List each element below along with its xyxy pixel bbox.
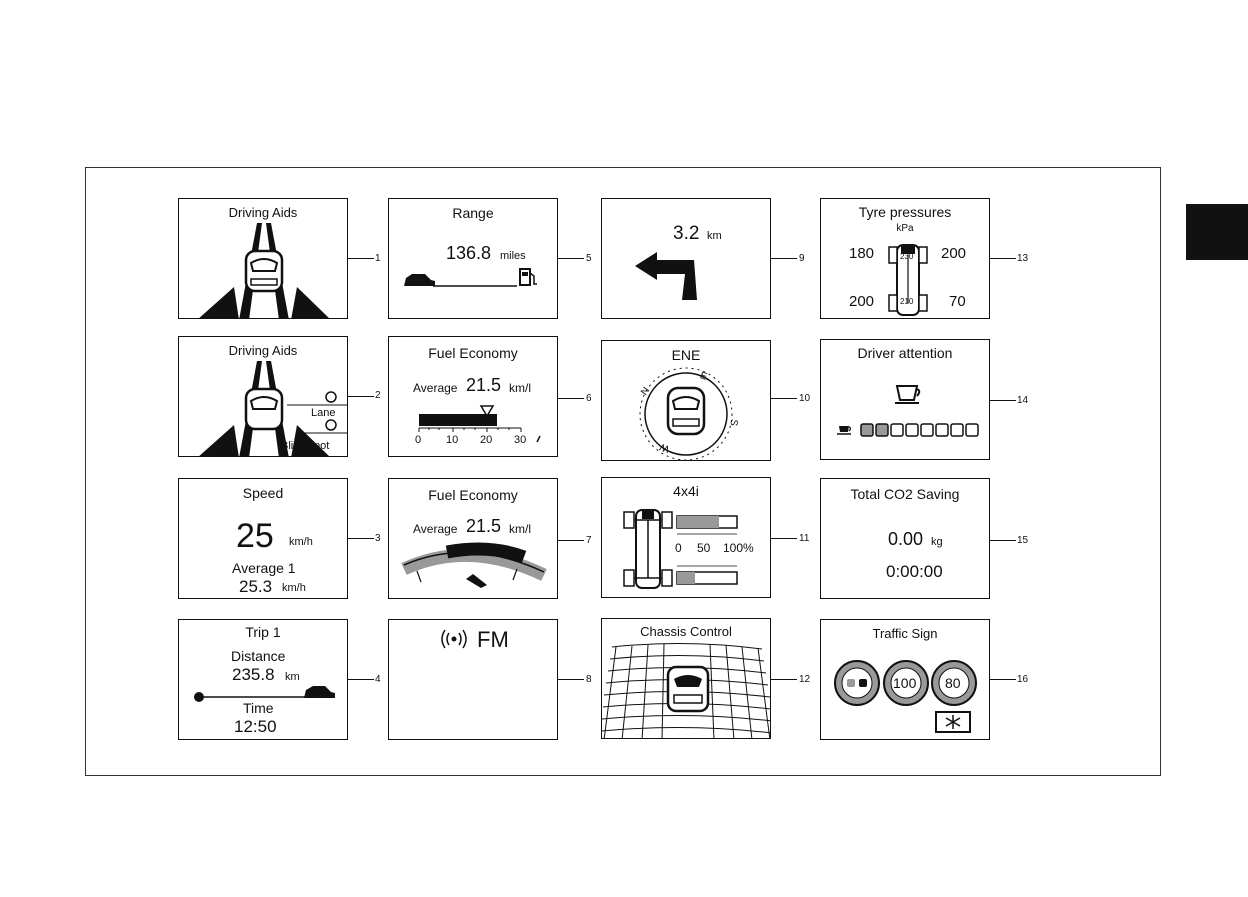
rear-torque-bar	[677, 572, 695, 584]
average-label: Average 1	[232, 560, 296, 576]
chassis-grid-graphic	[602, 619, 771, 739]
callout-number: 12	[799, 674, 811, 685]
car-icon	[304, 686, 335, 698]
scale-100: 100%	[723, 541, 754, 555]
callout-line	[771, 538, 797, 539]
snowflake-icon	[936, 712, 970, 732]
callout-number: 2	[375, 390, 381, 401]
average-label: Average	[413, 381, 458, 395]
callout-line	[348, 258, 374, 259]
attention-segment	[951, 424, 963, 436]
panel-title: Tyre pressures	[858, 204, 952, 220]
panel-driving-aids-1	[178, 198, 348, 319]
panel-driving-aids-2	[178, 336, 348, 457]
panel-fuel-economy-arc	[388, 478, 558, 599]
center-bottom-value: 210	[900, 297, 914, 306]
scale-0: 0	[675, 541, 682, 555]
lane-label: Lane	[311, 407, 336, 419]
compass-s: S	[727, 418, 740, 427]
time-label: Time	[243, 700, 274, 716]
distance-value: 3.2	[673, 223, 700, 244]
panel-speed	[178, 478, 348, 599]
average-value: 25.3	[239, 577, 273, 596]
callout-line	[990, 400, 1016, 401]
unit-label: km/l	[509, 381, 531, 395]
range-value: 136.8	[446, 243, 492, 263]
tyre-front-left: 180	[849, 245, 875, 262]
callout-number: 6	[586, 393, 592, 404]
panel-title: Driving Aids	[228, 205, 298, 220]
tick-label: 30	[514, 434, 527, 446]
callout-line	[990, 540, 1016, 541]
compass-e: E	[698, 370, 709, 383]
blind-spot-indicator-icon	[326, 420, 336, 430]
panel-traffic-sign	[820, 619, 990, 740]
panel-fuel-economy-bar	[388, 336, 558, 457]
callout-number: 9	[799, 253, 805, 264]
panel-title: Chassis Control	[640, 624, 732, 639]
panel-title: Range	[452, 205, 494, 221]
callout-number: 10	[799, 393, 811, 404]
callout-number: 3	[375, 533, 381, 544]
fuel-pump-icon	[520, 269, 537, 285]
time-value: 12:50	[234, 717, 277, 736]
callout-number: 14	[1017, 395, 1029, 406]
heading-label: ENE	[671, 347, 701, 363]
unit-label: kPa	[896, 223, 914, 234]
car-icon	[668, 667, 708, 711]
no-overtaking-sign-icon	[835, 661, 879, 705]
awd-graphic	[602, 478, 771, 598]
callout-number: 5	[586, 253, 592, 264]
callout-line	[990, 258, 1016, 259]
compass-n: N	[639, 385, 653, 398]
attention-segment	[921, 424, 933, 436]
distance-unit: km	[707, 230, 722, 242]
car-icon	[404, 274, 435, 286]
callout-number: 16	[1017, 674, 1029, 685]
tyre-rear-left: 200	[849, 293, 875, 310]
scale-50: 50	[697, 541, 711, 555]
panel-trip	[178, 619, 348, 740]
panel-title: Traffic Sign	[872, 626, 938, 641]
range-graphic	[389, 199, 558, 319]
callout-line	[348, 679, 374, 680]
panel-title: Fuel Economy	[428, 487, 518, 503]
radio-signal-icon	[389, 620, 558, 740]
callout-number: 8	[586, 674, 592, 685]
average-value: 21.5	[466, 375, 502, 395]
callout-number: 4	[375, 674, 381, 685]
panel-navigation	[601, 198, 771, 319]
compass-w: W	[658, 440, 672, 455]
panel-title: Speed	[242, 485, 284, 501]
callout-number: 11	[799, 533, 810, 544]
panel-title: Total CO2 Saving	[850, 486, 960, 502]
callout-line	[558, 398, 584, 399]
attention-segment	[936, 424, 948, 436]
lane-indicator-icon	[326, 392, 336, 402]
distance-label: Distance	[231, 648, 286, 664]
distance-value: 235.8	[232, 665, 275, 684]
attention-level-bar	[861, 424, 978, 436]
callout-line	[348, 538, 374, 539]
turn-left-arrow-icon	[602, 199, 771, 319]
callout-line	[771, 679, 797, 680]
panel-4x4i	[601, 477, 771, 598]
section-tab	[1186, 204, 1248, 260]
blind-spot-label: Blind spot	[281, 440, 330, 452]
tick-label: 20	[480, 434, 493, 446]
speed-value: 25	[236, 517, 274, 555]
tick-label: 0	[415, 434, 422, 446]
economy-arc-graphic	[389, 479, 558, 599]
tyre-rear-right: 70	[949, 293, 966, 310]
callout-number: 15	[1017, 535, 1029, 546]
callout-line	[348, 396, 374, 397]
callout-line	[771, 258, 797, 259]
compass-graphic	[602, 341, 771, 461]
callout-number: 13	[1017, 253, 1029, 264]
attention-segment	[906, 424, 918, 436]
speed-limit-2: 80	[945, 675, 961, 691]
panel-title: Fuel Economy	[428, 345, 518, 361]
small-cup-icon	[837, 426, 851, 434]
average-unit: km/h	[282, 582, 306, 594]
car-icon	[246, 251, 282, 291]
center-top-value: 230	[900, 252, 914, 261]
tick-label: 10	[446, 434, 459, 446]
unit-label: km/l	[509, 522, 531, 536]
lane-road-graphic	[179, 199, 348, 319]
band-label: FM	[477, 627, 509, 652]
attention-segment	[966, 424, 978, 436]
co2-unit: kg	[931, 536, 943, 548]
panel-title: 4x4i	[673, 483, 699, 499]
callout-line	[558, 258, 584, 259]
eco-foot-icon	[466, 574, 487, 588]
attention-graphic	[821, 340, 990, 460]
attention-segment	[861, 424, 873, 436]
callout-line	[990, 679, 1016, 680]
coffee-cup-icon	[895, 386, 919, 403]
callout-line	[771, 398, 797, 399]
panel-driver-attention	[820, 339, 990, 460]
tyre-front-right: 200	[941, 245, 967, 262]
speed-limit-1: 100	[893, 675, 917, 691]
panel-co2-saving	[820, 478, 990, 599]
panel-title: Driver attention	[857, 345, 953, 361]
panel-tyre-pressures	[820, 198, 990, 319]
attention-segment	[891, 424, 903, 436]
co2-value: 0.00	[888, 529, 924, 549]
distance-unit: km	[285, 671, 300, 683]
callout-number: 1	[375, 253, 381, 264]
panel-range	[388, 198, 558, 319]
elapsed-time: 0:00:00	[886, 562, 943, 581]
callout-number: 7	[586, 535, 592, 546]
speed-unit: km/h	[289, 536, 313, 548]
car-icon	[668, 388, 704, 434]
panel-title: Driving Aids	[228, 343, 298, 358]
callout-line	[558, 679, 584, 680]
range-unit: miles	[500, 250, 526, 262]
economy-level-bar	[419, 414, 497, 426]
lane-blindspot-graphic	[179, 337, 348, 457]
panel-title: Trip 1	[245, 624, 281, 640]
panel-radio	[388, 619, 558, 740]
average-value: 21.5	[466, 516, 502, 536]
panel-chassis-control	[601, 618, 771, 739]
front-torque-bar	[677, 516, 719, 528]
panel-compass	[601, 340, 771, 461]
callout-line	[558, 540, 584, 541]
attention-segment	[876, 424, 888, 436]
average-label: Average	[413, 522, 458, 536]
